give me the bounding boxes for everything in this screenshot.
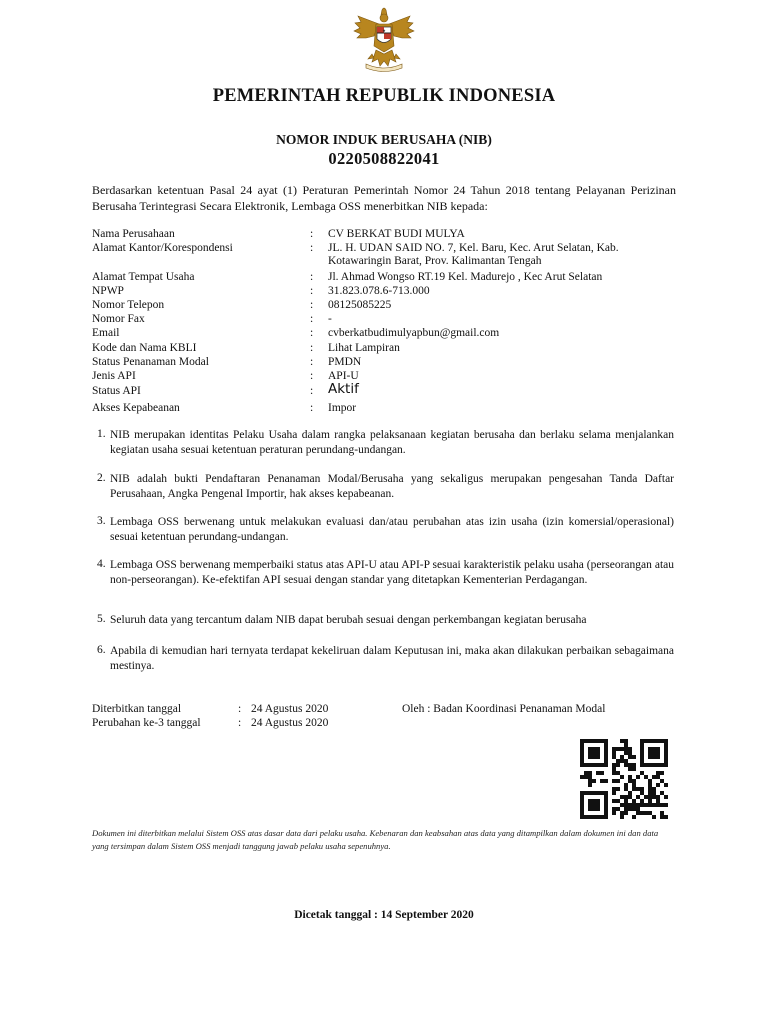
note-text: NIB adalah bukti Pendaftaran Penanaman Modal/Berusaha yang sekaligus merupakan pengesahan Tanda Daftar Perusahaan, Angka Pengenal Importir, hak akses kepabeanan. [110,473,674,500]
field-value: Jl. Ahmad Wongso RT.19 Kel. Madurejo , Kec Arut Selatan [328,271,603,283]
field-label: Nama Perusahaan [92,228,175,240]
field-colon: : [310,327,314,339]
field-value: Aktif [328,381,359,397]
field-label: Kode dan Nama KBLI [92,342,197,354]
field-value: 31.823.078.6-713.000 [328,285,430,297]
field-value: cvberkatbudimulyapbun@gmail.com [328,327,500,339]
note-number: 5. [97,613,106,625]
garuda-emblem-icon [352,6,416,72]
field-label: Akses Kepabeanan [92,402,180,414]
issued-colon: : [238,703,242,715]
field-value: PMDN [328,356,362,368]
field-colon: : [310,242,314,254]
note-number: 2. [97,472,106,484]
field-value: 08125085225 [328,299,392,311]
revision-colon: : [238,717,242,729]
field-label: Jenis API [92,370,136,382]
document-title: NOMOR INDUK BERUSAHA (NIB) [276,132,492,147]
qr-code-icon [580,739,668,819]
field-label: Alamat Kantor/Korespondensi [92,242,233,254]
printed-date: Dicetak tanggal : 14 September 2020 [294,909,474,921]
note-text: Lembaga OSS berwenang memperbaiki status atas API-U atau API-P sesuai karakteristik pelaku usaha (perseorangan atau non-perseorangan). Ke-efektifan API sesuai dengan standar yang ditetapkan Kementerian Perdagangan. [110,559,674,586]
field-value: Lihat Lampiran [328,342,400,354]
issuer: Oleh : Badan Koordinasi Penanaman Modal [402,703,606,715]
field-label: Status Penanaman Modal [92,356,209,368]
field-label: NPWP [92,285,124,297]
issued-label: Diterbitkan tanggal [92,703,182,715]
field-colon: : [310,299,314,311]
note-text: NIB merupakan identitas Pelaku Usaha dalam rangka pelaksanaan kegiatan berusaha dan berlaku selama menjalankan kegiatan usaha sesuai ketentuan peraturan perundang-undangan. [110,429,674,456]
field-colon: : [310,370,314,382]
field-colon: : [310,342,314,354]
note-text: Apabila di kemudian hari ternyata terdapat kekeliruan dalam Keputusan ini, maka akan dilakukan perbaikan sebagaimana mestinya. [110,645,674,672]
field-label: Status API [92,385,141,397]
field-colon: : [310,228,314,240]
field-colon: : [310,271,314,283]
field-colon: : [310,313,314,325]
issued-date: 24 Agustus 2020 [251,703,329,715]
field-label: Nomor Fax [92,313,145,325]
field-label: Alamat Tempat Usaha [92,271,195,283]
note-number: 1. [97,428,106,440]
field-colon: : [310,385,314,397]
revision-label: Perubahan ke-3 tanggal [92,717,201,729]
note-text: Seluruh data yang tercantum dalam NIB dapat berubah sesuai dengan perkembangan kegiatan berusaha [110,614,587,626]
field-label: Email [92,327,120,339]
nib-number: 0220508822041 [328,149,440,168]
field-colon: : [310,402,314,414]
note-number: 4. [97,558,106,570]
field-label: Nomor Telepon [92,299,165,311]
field-value: Impor [328,402,357,414]
intro-paragraph: Berdasarkan ketentuan Pasal 24 ayat (1) Peraturan Pemerintah Nomor 24 Tahun 2018 tentang Pelayanan Perizinan Berusaha Terintegrasi Secara Elektronik, Lembaga OSS menerbitkan NIB kepada: [92,183,676,213]
field-colon: : [310,356,314,368]
field-value: - [328,313,332,325]
revision-date: 24 Agustus 2020 [251,717,329,729]
field-value: API-U [328,370,359,382]
note-text: Lembaga OSS berwenang untuk melakukan evaluasi dan/atau perubahan atas izin usaha (izin komersial/operasional) sesuai ketentuan perundang-undangan. [110,516,674,543]
field-value: JL. H. UDAN SAID NO. 7, Kel. Baru, Kec. Arut Selatan, Kab. Kotawaringin Barat, Prov. Kalimantan Tengah [328,242,619,267]
note-number: 3. [97,515,106,527]
field-colon: : [310,285,314,297]
government-title: PEMERINTAH REPUBLIK INDONESIA [212,86,556,106]
disclaimer: Dokumen ini diterbitkan melalui Sistem OSS atas dasar data dari pelaku usaha. Kebenaran dan keabsahan atas data yang ditampilkan dalam dokumen ini dan data yang tersimpan dalam Sistem OSS menjadi tanggung jawab pelaku usaha sepenuhnya. [92,828,659,851]
note-number: 6. [97,644,106,656]
field-value: CV BERKAT BUDI MULYA [328,228,465,240]
